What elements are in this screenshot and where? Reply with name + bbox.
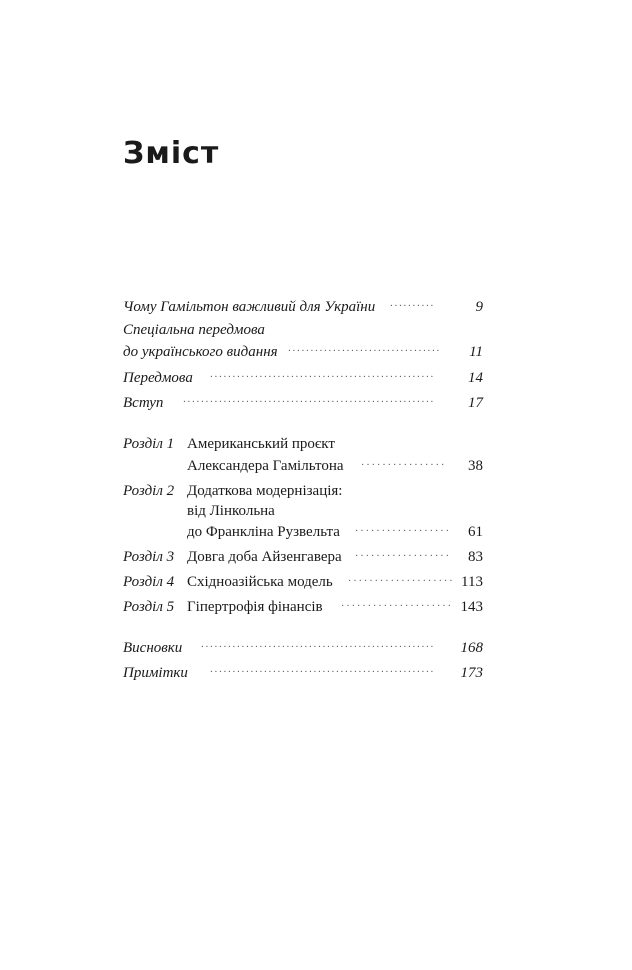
chapter-title: Американський проєкт [187, 436, 335, 452]
toc-page-number: 14 [468, 370, 483, 386]
toc-chapter-1[interactable] [123, 456, 483, 476]
dot-leader: ····················· [341, 601, 453, 612]
dot-leader: ·································· [288, 346, 441, 357]
toc-entry-foreword[interactable] [123, 368, 483, 388]
chapter-label: Розділ 5 [123, 599, 175, 615]
toc-chapter-5[interactable] [123, 597, 483, 617]
chapter-label: Розділ 4 [123, 574, 175, 590]
dot-leader: ·················································· [210, 667, 435, 678]
toc-page-number: 17 [468, 395, 483, 411]
table-of-contents [123, 0, 483, 970]
dot-leader: ················ [361, 460, 447, 471]
toc-page-number: 9 [475, 299, 483, 315]
toc-page-number: 168 [460, 640, 483, 656]
chapter-title: до Франкліна Рузвельта [187, 524, 340, 540]
chapter-title: Александера Гамільтона [187, 458, 344, 474]
toc-entry-title: до українського видання [123, 344, 278, 360]
toc-page-number: 38 [468, 458, 483, 474]
chapter-label: Розділ 1 [123, 436, 175, 452]
toc-chapter-1-line1[interactable] [123, 434, 483, 454]
toc-chapter-2[interactable] [123, 522, 483, 542]
page-title: Зміст [123, 136, 220, 171]
toc-page-number: 143 [460, 599, 483, 615]
toc-page-number: 173 [460, 665, 483, 681]
chapter-title: Гіпертрофія фінансів [187, 599, 323, 615]
toc-entry-special-foreword-line1[interactable] [123, 320, 483, 340]
toc-chapter-2-line1[interactable] [123, 481, 483, 501]
chapter-title: Довга доба Айзенгавера [187, 549, 342, 565]
toc-entry-conclusions[interactable] [123, 638, 483, 658]
toc-entry-title: Спеціальна передмова [123, 322, 265, 338]
toc-entry-special-foreword[interactable] [123, 342, 483, 362]
chapter-label: Розділ 2 [123, 483, 175, 499]
toc-page-number: 61 [468, 524, 483, 540]
toc-entry-title: Передмова [123, 370, 193, 386]
dot-leader: ·················· [355, 551, 451, 562]
toc-entry-introduction[interactable] [123, 393, 483, 413]
chapter-title: Східноазійська модель [187, 574, 333, 590]
chapter-title: Додаткова модернізація: [187, 483, 343, 499]
toc-page-number: 83 [468, 549, 483, 565]
toc-page-number: 11 [469, 344, 483, 360]
toc-entry-title: Чому Гамільтон важливий для України [123, 299, 376, 315]
toc-entry-title: Висновки [123, 640, 183, 656]
toc-entry-notes[interactable] [123, 663, 483, 683]
toc-entry-why-hamilton[interactable] [123, 297, 483, 317]
dot-leader: ···················································· [201, 642, 435, 653]
toc-entry-title: Примітки [123, 665, 188, 681]
toc-chapter-2-line2[interactable] [123, 501, 483, 521]
dot-leader: ···················· [348, 576, 455, 587]
toc-page-number: 113 [461, 574, 483, 590]
chapter-label: Розділ 3 [123, 549, 175, 565]
chapter-title: від Лінкольна [187, 503, 275, 519]
toc-entry-title: Вступ [123, 395, 164, 411]
toc-chapter-3[interactable] [123, 547, 483, 567]
dot-leader: ·················································· [210, 372, 435, 383]
toc-chapter-4[interactable] [123, 572, 483, 592]
dot-leader: ·········· [390, 301, 435, 312]
dot-leader: ·················· [355, 526, 451, 537]
dot-leader: ························································ [183, 397, 435, 408]
